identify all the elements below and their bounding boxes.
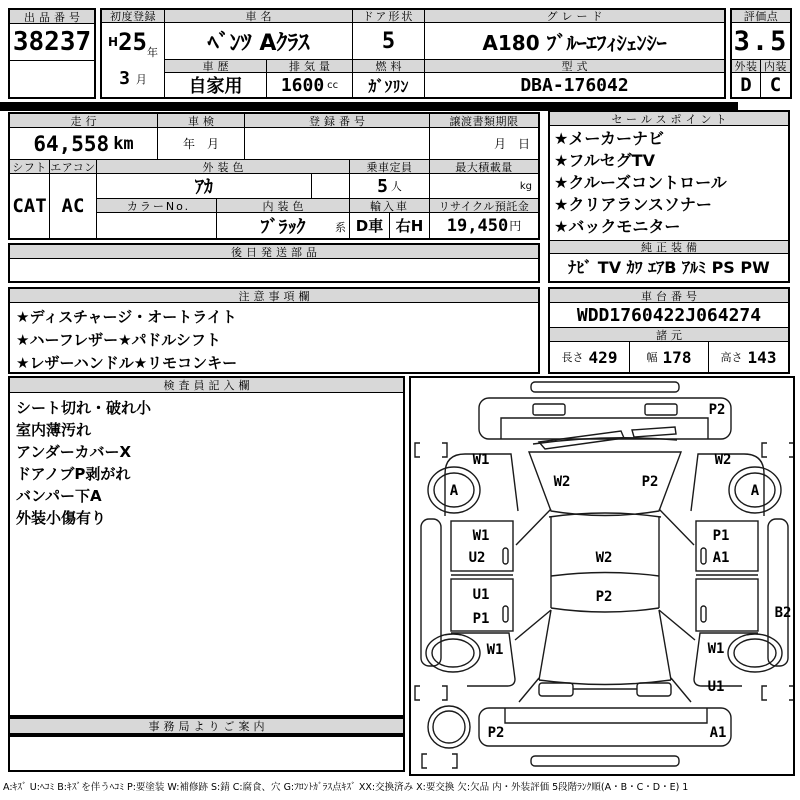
spec-height xyxy=(709,342,788,372)
import-dealer: D車 xyxy=(350,213,390,238)
line-item: アンダーカバーX xyxy=(16,443,132,461)
damage-mark-a: A xyxy=(750,483,760,499)
exterior-grade: D xyxy=(732,73,761,97)
line-item: ★ディスチャージ・オートライト xyxy=(16,308,237,326)
auction-number-label: 出品番号 xyxy=(10,10,94,24)
model-code-value: DBA-176042 xyxy=(520,74,629,96)
later-parts-label: 後日発送部品 xyxy=(10,245,538,259)
int-color-name: ﾌﾞﾗｯｸ xyxy=(260,216,306,238)
aircon-label: エアコン xyxy=(50,160,96,174)
damage-mark-w2: W2 xyxy=(595,550,613,566)
line-item: 室内薄汚れ xyxy=(16,421,92,439)
damage-mark-p2: P2 xyxy=(641,474,659,490)
chassis-label: 車台番号 xyxy=(550,289,788,303)
int-color-suffix: 系 xyxy=(335,221,346,234)
damage-mark-w2: W2 xyxy=(553,474,571,490)
history-label: 車歴 xyxy=(165,60,267,73)
later-parts-box xyxy=(8,243,540,283)
sales-points-label: セールスポイント xyxy=(550,112,788,126)
max-load-label: 最大積載量 xyxy=(430,160,538,174)
auction-number-value: 38237 xyxy=(10,24,94,61)
mileage-unit: km xyxy=(113,133,134,154)
history-value: 自家用 xyxy=(165,73,267,97)
ext-color-value: ｱｶ xyxy=(97,174,312,199)
line-item: ★クリアランスソナー xyxy=(554,195,712,214)
shaken-value: 年 月 xyxy=(158,128,245,160)
line-item: 外装小傷有り xyxy=(16,509,107,527)
damage-mark-p2: P2 xyxy=(708,402,726,418)
fuel-label: 燃料 xyxy=(353,60,425,73)
height-value: 143 xyxy=(747,347,777,367)
displacement-value xyxy=(267,73,353,97)
length-value: 429 xyxy=(588,347,618,367)
month: 3 xyxy=(119,68,130,89)
equipment-label: 純正装備 xyxy=(550,240,788,254)
damage-diagram-box xyxy=(409,376,795,776)
capacity-label: 乗車定員 xyxy=(350,160,430,174)
damage-mark-u1: U1 xyxy=(472,587,490,603)
damage-mark-p2: P2 xyxy=(595,589,613,605)
damage-mark-w1: W1 xyxy=(472,528,490,544)
int-color-value xyxy=(217,213,350,238)
import-label: 輸入車 xyxy=(350,199,430,213)
capacity-value xyxy=(350,174,430,199)
mileage-box xyxy=(8,112,540,240)
auction-number-box xyxy=(8,8,96,99)
mileage-value xyxy=(10,128,158,160)
import-handle: 右H xyxy=(390,213,430,238)
displacement-number: 1600 xyxy=(280,74,325,96)
damage-mark-u1: U1 xyxy=(707,679,725,695)
int-color-label: 内装色 xyxy=(217,199,350,213)
max-load-value: kg xyxy=(430,174,538,199)
damage-mark-p2: P2 xyxy=(487,725,505,741)
car-name-label: 車名 xyxy=(165,10,353,23)
chassis-box xyxy=(548,287,790,374)
line-item: ★ハーフレザー★パドルシフト xyxy=(16,331,221,349)
damage-mark-a1: A1 xyxy=(712,550,730,566)
length-label: 長さ xyxy=(561,351,584,364)
legend-text: A:ｷｽﾞ U:ﾍｺﾐ B:ｷｽﾞを伴うﾍｺﾐ P:要塗装 W:補修跡 S:錆 C:腐食、穴 G:ﾌﾛﾝﾄｶﾞﾗｽ点ｷｽﾞ XX:交換済み X:要交換 欠:欠品 内・外装評価 5段階ﾗﾝｸ順(A・B・C・D・E) 1 xyxy=(3,782,689,793)
interior-grade: C xyxy=(769,74,782,96)
grade-label: グレード xyxy=(425,10,724,23)
score-box xyxy=(730,8,792,99)
fuel-value: ｶﾞｿﾘﾝ xyxy=(353,73,425,97)
spec-length xyxy=(550,342,630,372)
era: H xyxy=(108,34,119,49)
door-shape-label: ドア形状 xyxy=(353,10,425,23)
first-reg-year xyxy=(102,23,165,60)
line-item: ドアノブP剥がれ xyxy=(16,465,131,483)
damage-mark-p1: P1 xyxy=(712,528,730,544)
first-reg-label: 初度登録 xyxy=(102,10,165,23)
equipment-value: ﾅﾋﾞ TV ｶﾜ ｴｱB ｱﾙﾐ PS PW xyxy=(568,258,770,277)
shift-label: シフト xyxy=(10,160,50,174)
mileage-label: 走行 xyxy=(10,114,158,128)
color-no-label: カラーNo. xyxy=(97,199,217,213)
height-label: 高さ xyxy=(720,351,743,364)
damage-mark-a: A xyxy=(449,483,459,499)
ext-color-label: 外装色 xyxy=(97,160,350,174)
office-empty-box xyxy=(8,735,405,772)
line-item: ★メーカーナビ xyxy=(554,129,665,148)
recycle-value xyxy=(430,213,538,238)
exterior-label: 外装 xyxy=(732,60,761,73)
sales-points-list xyxy=(554,128,784,238)
mileage-number: 64,558 xyxy=(33,131,110,156)
color-no-value xyxy=(97,213,217,238)
damage-mark-p1: P1 xyxy=(472,611,490,627)
reg-no-value xyxy=(245,128,430,160)
model-code-label: 型式 xyxy=(425,60,724,73)
door-shape-value: 5 xyxy=(353,23,425,60)
damage-mark-w1: W1 xyxy=(486,642,504,658)
width-value: 178 xyxy=(662,347,692,367)
sales-points-box xyxy=(548,110,790,283)
ext-color-sub-empty xyxy=(312,174,350,199)
damage-mark-w1: W1 xyxy=(472,452,490,468)
cautions-list xyxy=(16,306,536,375)
later-parts-empty xyxy=(10,259,538,281)
spec-label: 諸元 xyxy=(550,328,788,342)
line-item: バンパー下A xyxy=(16,487,102,505)
displacement-unit: cc xyxy=(327,79,339,91)
capacity-number: 5 xyxy=(377,175,388,197)
recycle-unit: 円 xyxy=(509,219,522,233)
interior-label: 内装 xyxy=(761,60,790,73)
grade-value: A180 ﾌﾞﾙｰｴﾌｨｼｪﾝｼｰ xyxy=(425,23,724,60)
car-name-value: ﾍﾞﾝﾂ Aｸﾗｽ xyxy=(165,23,353,60)
year: 25 xyxy=(118,27,147,56)
office-header-box xyxy=(8,717,405,735)
vehicle-header-box xyxy=(100,8,726,99)
transfer-label: 譲渡書類期限 xyxy=(430,114,538,128)
line-item: ★レザーハンドル★リモコンキー xyxy=(16,354,238,372)
inspector-box xyxy=(8,376,405,717)
office-label: 事務局よりご案内 xyxy=(10,719,403,733)
displacement-label: 排気量 xyxy=(267,60,353,73)
line-item: ★フルセグTV xyxy=(554,151,656,170)
first-reg-month xyxy=(102,60,165,97)
score-label: 評価点 xyxy=(732,10,790,23)
recycle-label: リサイクル預託金 xyxy=(430,199,538,213)
damage-mark-w1: W1 xyxy=(707,641,725,657)
line-item: ★クルーズコントロール xyxy=(554,173,727,192)
auction-number-empty xyxy=(10,61,94,97)
aircon-value: AC xyxy=(50,174,97,238)
damage-marks-layer xyxy=(411,378,793,774)
capacity-unit: 人 xyxy=(390,180,402,193)
damage-mark-w2: W2 xyxy=(714,452,732,468)
recycle-number: 19,450 xyxy=(446,215,509,236)
reg-no-label: 登録番号 xyxy=(245,114,430,128)
line-item: ★バックモニター xyxy=(554,217,681,236)
score-value: 3.5 xyxy=(732,23,790,60)
year-unit: 年 xyxy=(146,46,158,59)
inspector-label: 検査員記入欄 xyxy=(10,378,403,393)
damage-mark-b2: B2 xyxy=(774,605,792,621)
cautions-box xyxy=(8,287,540,374)
month-unit: 月 xyxy=(135,72,147,86)
spec-width xyxy=(630,342,709,372)
damage-mark-u2: U2 xyxy=(468,550,486,566)
width-label: 幅 xyxy=(646,351,658,364)
transfer-value: 月 日 xyxy=(430,128,538,160)
damage-mark-a1: A1 xyxy=(709,725,727,741)
chassis-number: WDD1760422J064274 xyxy=(550,303,788,328)
shaken-label: 車検 xyxy=(158,114,245,128)
cautions-label: 注意事項欄 xyxy=(10,289,538,303)
shift-value: CAT xyxy=(10,174,50,238)
line-item: シート切れ・破れ小 xyxy=(16,399,152,417)
inspector-list xyxy=(16,397,401,529)
